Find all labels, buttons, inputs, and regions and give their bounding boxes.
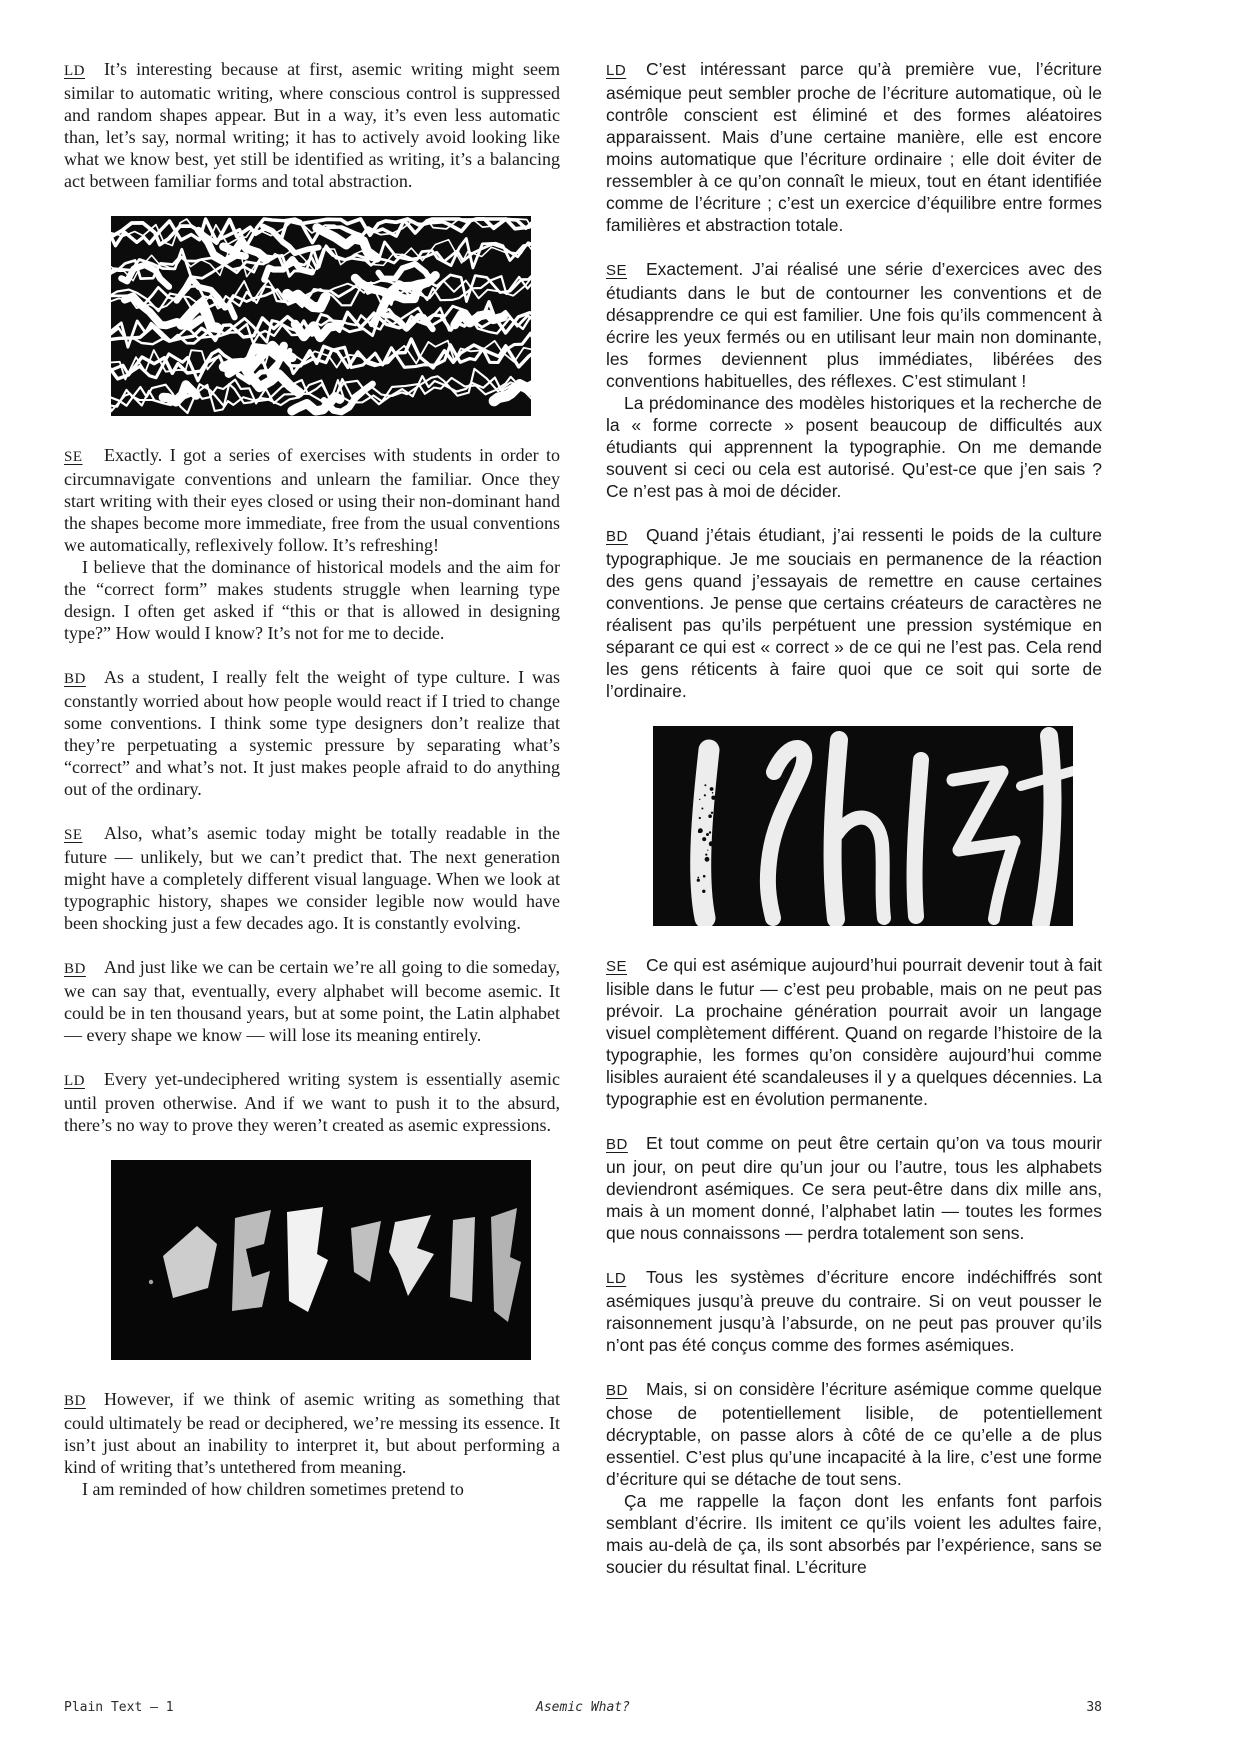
paragraph: SE Ce qui est asémique aujourd’hui pourrait devenir tout à fait lisible dans le futur — c’est peu probable, mais on ne peut pas prévoir. La prochaine génération pourrait avoir un langage visuel complètement différent. Quand on regarde l’histoire de la typographie, les formes qu’on considère aujourd’hui comme lisibles auraient été scandaleuses il y a quelques décennies. La typographie est en évolution permanente.	[606, 955, 1102, 1109]
dialogue-turn-ld	[606, 1266, 1102, 1356]
speaker-label: LD	[64, 63, 85, 79]
paragraph: BD Et tout comme on peut être certain qu’on va tous mourir un jour, on peut dire qu’un jour ou l’autre, tous les alphabets deviendront asémiques. Ce sera peut-être dans dix mille ans, mais à un moment donné, l’alphabet latin — toutes les formes que nous connaissons — perdra totalement son sens.	[606, 1133, 1102, 1243]
paragraph: BD Mais, si on considère l’écriture asémique comme quelque chose de potentiellement lisible, de potentiellement décryptable, on passe alors à côté de ce qu’elle a de plus essentiel. C’est plus qu’une incapacité à la lire, c’est une forme d’écriture qui se détache de tout sens.	[606, 1379, 1102, 1489]
speaker-label: BD	[64, 1393, 86, 1409]
speaker-label: BD	[606, 528, 628, 545]
dialogue-turn-se	[606, 954, 1102, 1110]
speaker-label: SE	[606, 262, 628, 279]
speaker-label: LD	[606, 1270, 627, 1287]
paragraph: BD However, if we think of asemic writing as something that could ultimately be read or deciphered, we’re messing its essence. It isn’t just about an inability to interpret it, but about performing a kind of writing that’s untethered from meaning.	[64, 1389, 560, 1477]
speaker-label: BD	[64, 671, 86, 687]
speaker-label: LD	[606, 62, 627, 79]
dialogue-turn-bd	[64, 666, 560, 800]
paragraph: SE Exactement. J’ai réalisé une série d’exercices avec des étudiants dans le but de contourner les conventions et de désapprendre ce qui est familier. Une fois qu’ils commencent à écrire les yeux fermés ou en utilisant leur main non dominante, les formes deviennent plus immédiates, libérées des conventions habituelles, des réflexes. C’est stimulant !	[606, 259, 1102, 391]
paragraph: BD And just like we can be certain we’re all going to die someday, we can say that, eventually, every alphabet will become asemic. It could be in ten thousand years, but at some point, the Latin alphabet — every shape we know — will lose its meaning entirely.	[64, 957, 560, 1045]
paragraph: LD It’s interesting because at first, asemic writing might seem similar to automatic writing, where conscious control is suppressed and random shapes appear. But in a way, it’s even less automatic than, let’s say, normal writing; it has to actively avoid looking like what we know best, yet still be identified as writing, it’s a balancing act between familiar forms and total abstraction.	[64, 59, 560, 191]
dialogue-turn-ld	[606, 58, 1102, 236]
page-footer	[64, 1700, 1102, 1715]
dialogue-turn-ld	[64, 58, 560, 192]
asemic-cutout-figure	[111, 1160, 531, 1360]
speaker-label: SE	[64, 827, 83, 843]
speaker-label: BD	[606, 1382, 628, 1399]
dialogue-turn-se	[64, 444, 560, 644]
column-french	[606, 58, 1102, 1754]
dialogue-turn-bd	[606, 1132, 1102, 1244]
paragraph: BD As a student, I really felt the weight of type culture. I was constantly worried about how people would react if I tried to change some conventions. I think some type designers don’t realize that they’re perpetuating a systemic pressure by separating what’s “correct” and what’s not. It just makes people afraid to do anything out of the ordinary.	[64, 667, 560, 799]
paragraph: I believe that the dominance of historical models and the aim for the “correct form” makes students struggle when learning type design. I often get asked if “this or that is allowed in designing type?” How would I know? It’s not for me to decide.	[64, 557, 560, 643]
paragraph: I am reminded of how children sometimes pretend to	[82, 1479, 464, 1499]
paragraph: SE Also, what’s asemic today might be totally readable in the future — unlikely, but we can’t predict that. The next generation might have a completely different visual language. When we look at typographic history, shapes we consider legible now would have been shocking just a few decades ago. It is constantly evolving.	[64, 823, 560, 933]
speaker-label: LD	[64, 1073, 85, 1089]
footer-publication-title: Plain Text – 1	[64, 1700, 174, 1715]
dialogue-turn-se	[606, 258, 1102, 502]
asemic-scribble-figure	[111, 216, 531, 416]
paragraph: LD C’est intéressant parce qu’à première vue, l’écriture asémique peut sembler proche de l’écriture automatique, où le contrôle conscient est éliminé et des formes aléatoires apparaissent. Mais d’une certaine manière, elle est encore moins automatique que l’écriture ordinaire ; elle doit éviter de ressembler à ce qu’on connaît le mieux, tout en étant identifiée comme de l’écriture ; c’est un exercice d’équilibre entre formes familières et abstraction totale.	[606, 59, 1102, 235]
speaker-label: BD	[64, 961, 86, 977]
dialogue-turn-bd	[606, 524, 1102, 702]
asemic-brush-figure	[653, 726, 1073, 926]
paragraph: BD Quand j’étais étudiant, j’ai ressenti le poids de la culture typographique. Je me souciais en permanence de la réaction des gens quand j’essayais de remettre en cause certaines conventions. Je pense que certains créateurs de caractères ne réalisent pas qu’ils perpétuent une pression systémique en séparant ce qui est « correct » de ce qui ne l’est pas. Cela rend les gens réticents à faire quoi que ce soit qui sorte de l’ordinaire.	[606, 525, 1102, 701]
column-english	[64, 58, 560, 1754]
footer-article-title: Asemic What?	[536, 1700, 630, 1715]
dialogue-turn-se	[64, 822, 560, 934]
dialogue-turn-bd	[64, 1388, 560, 1500]
paragraph: Ça me rappelle la façon dont les enfants font parfois semblant d’écrire. Ils imitent ce qu’ils voient les adultes faire, mais au-delà de ça, ils sont absorbés par l’expérience, sans se soucier du résultat final. L’écriture	[606, 1491, 1102, 1577]
dialogue-turn-ld	[64, 1068, 560, 1136]
paragraph: SE Exactly. I got a series of exercises with students in order to circumnavigate conventions and unlearn the familiar. Once they start writing with their eyes closed or using their non-dominant hand the shapes become more immediate, free from the usual conventions we automatically, reflexively follow. It’s refreshing!	[64, 445, 560, 555]
dialogue-turn-bd	[606, 1378, 1102, 1578]
speaker-label: SE	[64, 449, 83, 465]
footer-page-number: 38	[1086, 1700, 1102, 1715]
paragraph: LD Every yet-undeciphered writing system is essentially asemic until proven otherwise. And if we want to push it to the absurd, there’s no way to prove they weren’t created as asemic expressions.	[64, 1069, 560, 1135]
speaker-label: BD	[606, 1136, 628, 1153]
paragraph: La prédominance des modèles historiques et la recherche de la « forme correcte » posent beaucoup de difficultés aux étudiants qui apprennent la typographie. On me demande souvent si ceci ou cela est autorisé. Qu’est-ce que j’en sais ? Ce n’est pas à moi de décider.	[606, 393, 1102, 501]
dialogue-turn-bd	[64, 956, 560, 1046]
paragraph: LD Tous les systèmes d’écriture encore indéchiffrés sont asémiques jusqu’à preuve du contraire. Si on veut pousser le raisonnement jusqu’à l’absurde, on ne peut pas prouver qu’ils n’ont pas été conçus comme des formes asémiques.	[606, 1267, 1102, 1355]
speaker-label: SE	[606, 958, 628, 975]
